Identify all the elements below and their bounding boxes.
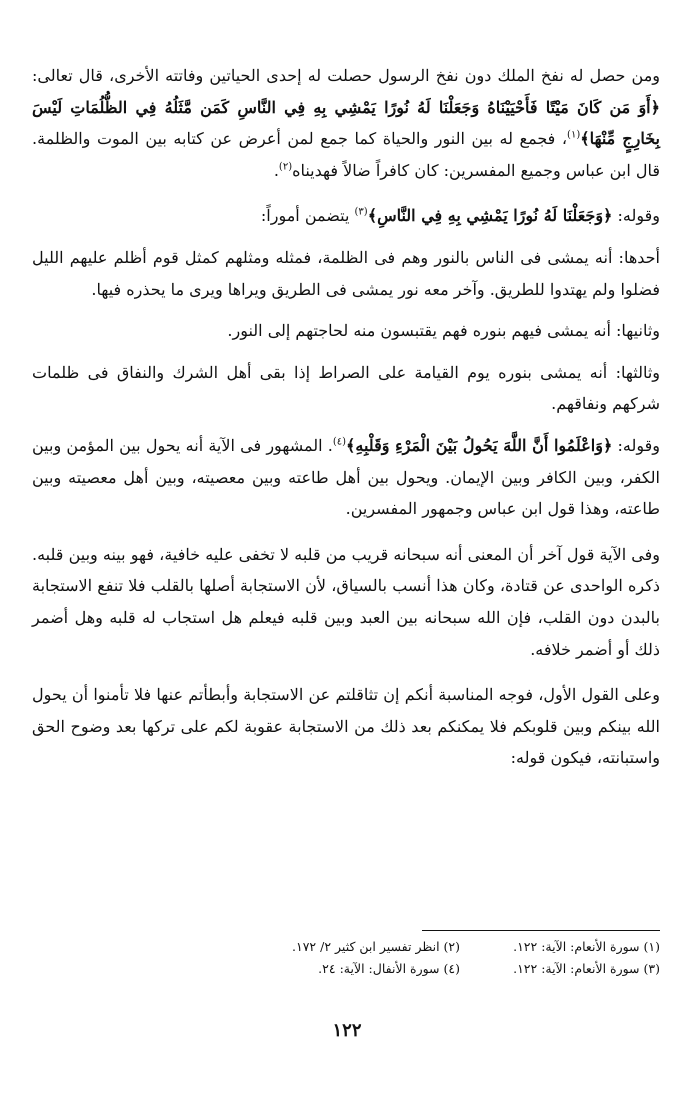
footnote-ref-1: (١): [567, 129, 581, 141]
paragraph-4: وثانيها: أنه يمشى فيهم بنوره فهم يقتبسون منه لحاجتهم إلى النور.: [227, 321, 660, 341]
paragraph-2-text: وقوله:: [612, 206, 660, 226]
paragraph-8: وعلى القول الأول، فوجه المناسبة أنكم إن تثاقلتم عن الاستجابة وأبطأتم عنها فلا تأمنوا أن يحول الله بينكم وبين قلوبكم فلا يمكنكم بعد ذلك من الاستجابة عقوبة لكم على تركها بعد وضوح الحق واستبانته، فيكون قوله:: [32, 685, 660, 768]
footnote-1: (١) سورة الأنعام: الآية: ١٢٢.: [513, 939, 660, 954]
page-number: ١٢٢: [332, 1020, 362, 1041]
footnote-3: (٣) سورة الأنعام: الآية: ١٢٢.: [513, 961, 660, 976]
paragraph-1-end: .: [273, 160, 279, 180]
main-text: [32, 60, 660, 784]
footnotes: [32, 936, 660, 980]
footnote-row: [32, 958, 660, 980]
paragraph-1-text-cont: ، فجمع له بين النور والحياة كما جمع لمن أعرض عن كتابه بين الموت والظلمة. قال ابن عباس وجميع المفسرين: كان كافراً ضالاً فهديناه: [32, 129, 660, 180]
footnote-divider: [422, 930, 660, 931]
paragraph-2-text-cont: يتضمن أموراً:: [260, 206, 355, 226]
paragraph-6-text: وقوله:: [612, 435, 661, 455]
footnote-ref-4: (٤): [332, 436, 346, 448]
footnote-ref-3: (٣): [354, 207, 368, 219]
paragraph-7: وفى الآية قول آخر أن المعنى أنه سبحانه قريب من قلبه لا تخفى عليه خافية، فهو بينه وبين قلبه. ذكره الواحدى عن قتادة، وكان هذا أنسب بالسياق، لأن الاستجابة أصلها بالقلب فلا تنفع الاستجابة بالبدن دون القلب، فإن الله سبحانه بين العبد وبين قلبه فيعلم هل استجاب له قلبه وهل أضمر ذلك أو أضمر خلافه.: [32, 544, 660, 659]
paragraph-1-text: ومن حصل له نفخ الملك دون نفخ الرسول حصلت له إحدى الحياتين وفاتته الأخرى، قال تعالى:: [32, 66, 660, 85]
footnote-ref-2: (٢): [278, 161, 293, 173]
footnote-row: [32, 936, 660, 958]
paragraph-5: وثالثها: أنه يمشى بنوره يوم القيامة على الصراط إذا بقى أهل الشرك والنفاق فى ظلمات شركهم ونفاقهم.: [32, 362, 660, 414]
quran-verse: ﴿أَوَ مَن كَانَ مَيْتًا فَأَحْيَيْنَاهُ وَجَعَلْنَا لَهُ نُورًا يَمْشِي بِهِ فِي النَّاسِ كَمَن مَّثَلُهُ فِي الظُّلُمَاتِ لَيْسَ بِخَارِجٍ مِّنْهَا﴾: [32, 97, 661, 149]
quran-verse: ﴿وَاعْلَمُوا أَنَّ اللَّهَ يَحُولُ بَيْنَ الْمَرْءِ وَقَلْبِهِ﴾: [346, 435, 613, 455]
paragraph-1: [32, 60, 660, 186]
footnote-2: (٢) انظر تفسير ابن كثير ٢/ ١٧٢.: [292, 939, 460, 954]
paragraph-6-text-cont: . المشهور فى الآية أنه يحول بين المؤمن وبين الكفر، وبين الكافر وبين الإيمان. ويحول بين أهل طاعته وبين معصيته، وبين أهل معصيته وبين طاعته، وهذا قول ابن عباس وجمهور المفسرين.: [32, 435, 660, 519]
paragraph-3: أحدها: أنه يمشى فى الناس بالنور وهم فى الظلمة، فمثله ومثلهم كمثل قوم أظلم عليهم الليل فضلوا ولم يهتدوا للطريق. وآخر معه نور يمشى فى الطريق ويراها ويرى ما يحذره فيها.: [32, 247, 660, 299]
footnote-4: (٤) سورة الأنفال: الآية: ٢٤.: [318, 961, 460, 976]
quran-verse: ﴿وَجَعَلْنَا لَهُ نُورًا يَمْشِي بِهِ فِي النَّاسِ﴾: [367, 206, 613, 226]
paragraph-2: [32, 200, 660, 232]
paragraph-6: [32, 430, 660, 525]
